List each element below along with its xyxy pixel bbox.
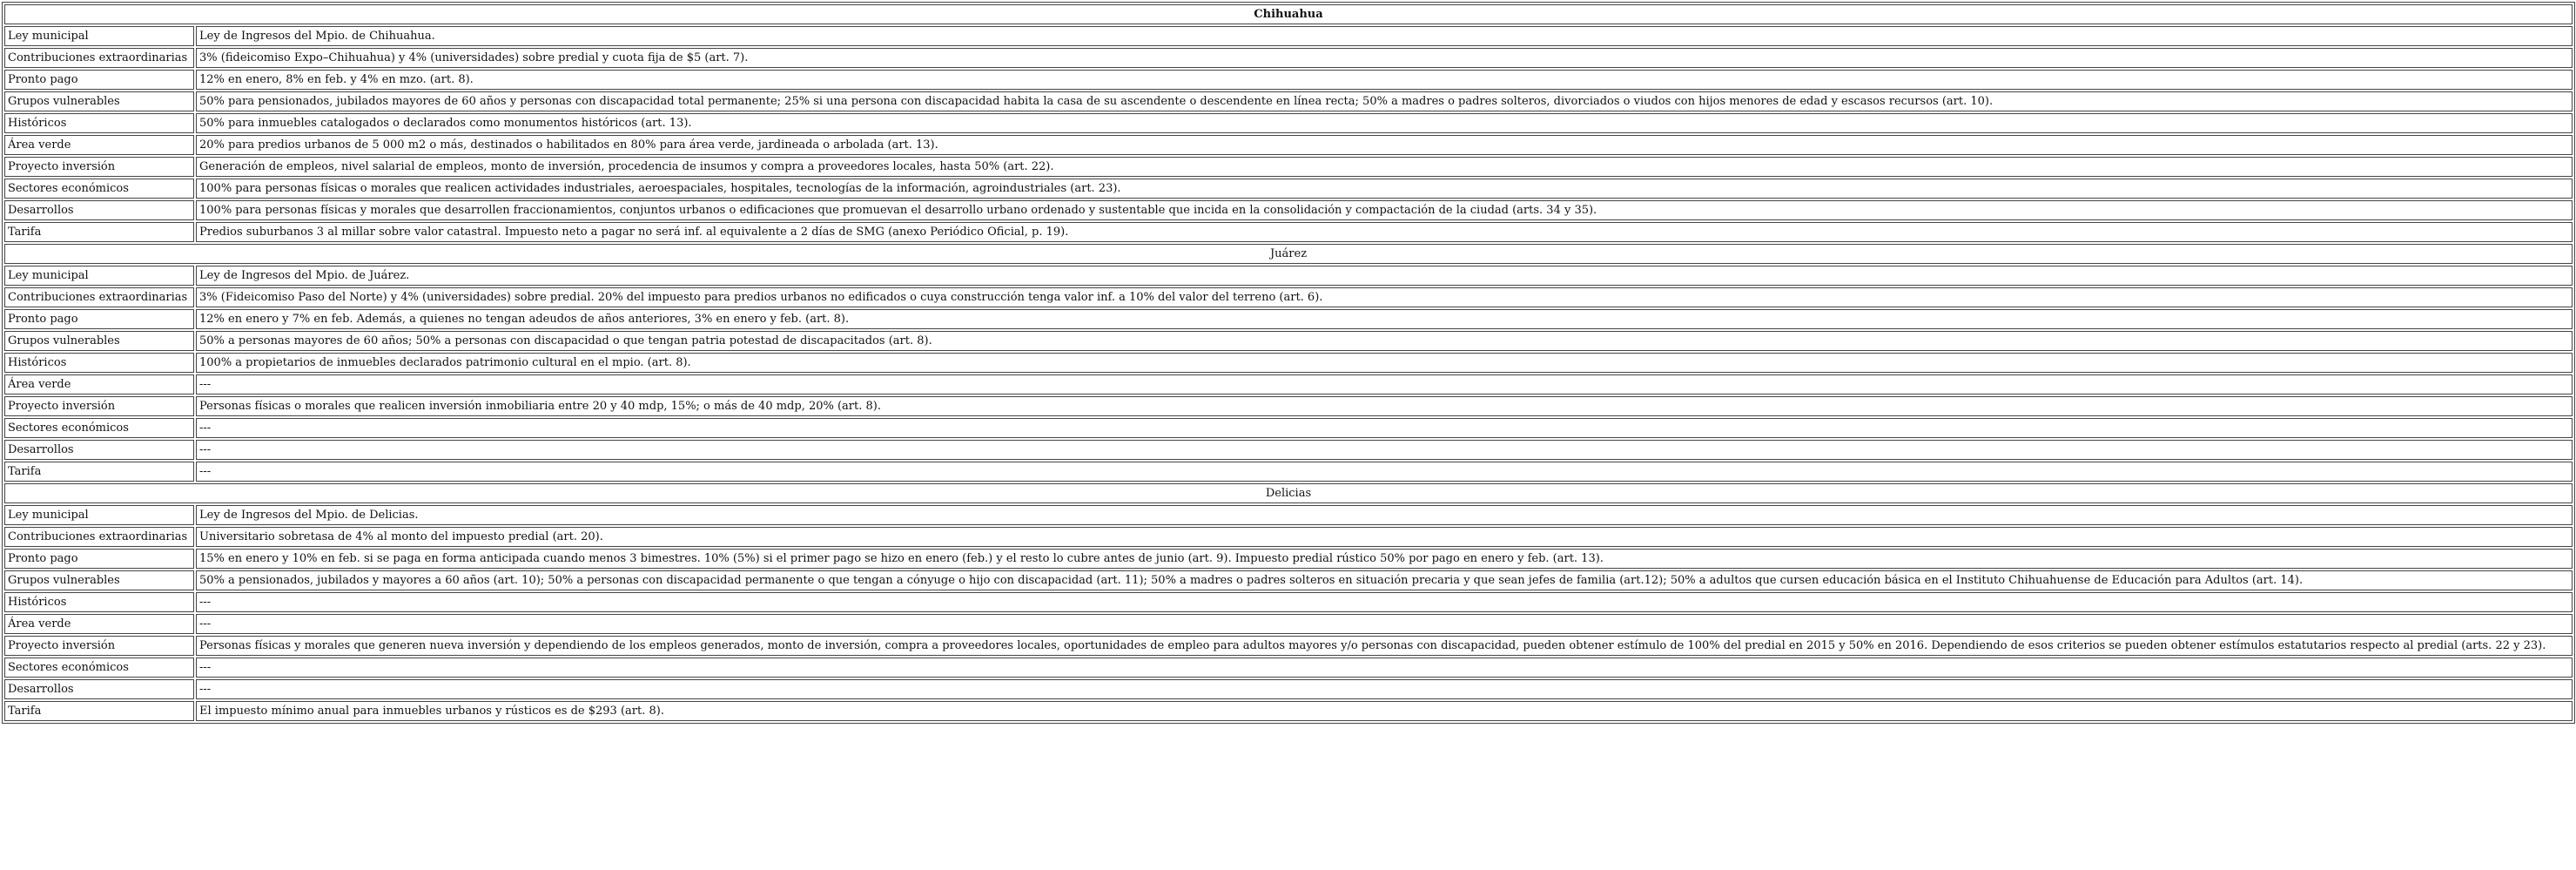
municipal-tax-table <box>2 2 2575 724</box>
row-value: --- <box>196 418 2573 438</box>
row-label: Proyecto inversión <box>4 636 194 656</box>
section-header-row <box>4 483 2573 503</box>
table-row <box>4 26 2573 46</box>
row-label: Sectores económicos <box>4 179 194 199</box>
row-value: Personas físicas y morales que generen nueva inversión y dependiendo de los empleos generados, monto de inversión, compra a proveedores locales, oportunidades de empleo para adultos mayores y/o personas con discapacidad, pueden obtener estímulo de 100% del predial en 2015 y 50% en 2016. Dependiendo de esos criterios se pueden obtener estímulos estatutarios respecto al predial (arts. 22 y 23). <box>196 636 2573 656</box>
row-value: 12% en enero, 8% en feb. y 4% en mzo. (art. 8). <box>196 70 2573 90</box>
row-label: Área verde <box>4 135 194 155</box>
row-value: 15% en enero y 10% en feb. si se paga en forma anticipada cuando menos 3 bimestres. 10% (5%) si el primer pago se hizo en enero (feb.) y el resto lo cubre antes de junio (art. 9). Impuesto predial rústico 50% por pago en enero y feb. (art. 13). <box>196 549 2573 569</box>
row-value: Generación de empleos, nivel salarial de empleos, monto de inversión, procedencia de insumos y compra a proveedores locales, hasta 50% (art. 22). <box>196 157 2573 177</box>
row-value: 12% en enero y 7% en feb. Además, a quienes no tengan adeudos de años anteriores, 3% en enero y feb. (art. 8). <box>196 309 2573 329</box>
row-value: 50% a personas mayores de 60 años; 50% a personas con discapacidad o que tengan patria potestad de discapacitados (art. 8). <box>196 331 2573 351</box>
row-label: Contribuciones extraordinarias <box>4 527 194 547</box>
row-label: Área verde <box>4 614 194 634</box>
row-label: Proyecto inversión <box>4 157 194 177</box>
table-row <box>4 200 2573 220</box>
row-label: Contribuciones extraordinarias <box>4 287 194 307</box>
row-label: Área verde <box>4 374 194 395</box>
row-label: Grupos vulnerables <box>4 570 194 590</box>
table-row <box>4 91 2573 111</box>
table-body <box>4 4 2573 721</box>
row-label: Desarrollos <box>4 679 194 699</box>
table-row <box>4 287 2573 307</box>
row-value: --- <box>196 679 2573 699</box>
row-value: 50% para pensionados, jubilados mayores de 60 años y personas con discapacidad total permanente; 25% si una persona con discapacidad habita la casa de su ascendente o descendente en línea recta; 50% a madres o padres solteros, divorciados o viudos con hijos menores de edad y escasos recursos (art. 10). <box>196 91 2573 111</box>
table-row <box>4 614 2573 634</box>
table-row <box>4 462 2573 482</box>
row-label: Tarifa <box>4 222 194 242</box>
row-value: 20% para predios urbanos de 5 000 m2 o más, destinados o habilitados en 80% para área verde, jardineada o arbolada (art. 13). <box>196 135 2573 155</box>
row-value: 100% a propietarios de inmuebles declarados patrimonio cultural en el mpio. (art. 8). <box>196 353 2573 373</box>
table-row <box>4 396 2573 416</box>
table-row <box>4 48 2573 68</box>
section-title: Delicias <box>4 483 2573 503</box>
table-row <box>4 701 2573 721</box>
row-label: Desarrollos <box>4 200 194 220</box>
row-value: 50% a pensionados, jubilados y mayores a 60 años (art. 10); 50% a personas con discapacidad permanente o que tengan a cónyuge o hijo con discapacidad (art. 11); 50% a madres o padres solteros en situación precaria y que sean jefes de familia (art.12); 50% a adultos que cursen educación básica en el Instituto Chihuahuense de Educación para Adultos (art. 14). <box>196 570 2573 590</box>
table-row <box>4 179 2573 199</box>
table-row <box>4 113 2573 133</box>
row-value: Ley de Ingresos del Mpio. de Delicias. <box>196 505 2573 525</box>
table-row <box>4 527 2573 547</box>
row-label: Ley municipal <box>4 26 194 46</box>
table-row <box>4 266 2573 286</box>
section-title: Chihuahua <box>4 4 2573 24</box>
row-value: --- <box>196 462 2573 482</box>
table-row <box>4 679 2573 699</box>
row-value: Universitario sobretasa de 4% al monto del impuesto predial (art. 20). <box>196 527 2573 547</box>
table-row <box>4 374 2573 395</box>
section-header-row <box>4 4 2573 24</box>
row-value: 3% (Fideicomiso Paso del Norte) y 4% (universidades) sobre predial. 20% del impuesto para predios urbanos no edificados o cuya construcción tenga valor inf. a 10% del valor del terreno (art. 6). <box>196 287 2573 307</box>
row-value: 100% para personas físicas o morales que realicen actividades industriales, aeroespaciales, hospitales, tecnologías de la información, agroindustriales (art. 23). <box>196 179 2573 199</box>
document-page <box>2 2 2575 724</box>
table-row <box>4 353 2573 373</box>
row-label: Tarifa <box>4 701 194 721</box>
table-row <box>4 135 2573 155</box>
row-value: Ley de Ingresos del Mpio. de Juárez. <box>196 266 2573 286</box>
row-label: Históricos <box>4 592 194 612</box>
table-row <box>4 70 2573 90</box>
table-row <box>4 309 2573 329</box>
row-label: Desarrollos <box>4 440 194 460</box>
row-value: --- <box>196 614 2573 634</box>
row-value: Personas físicas o morales que realicen inversión inmobiliaria entre 20 y 40 mdp, 15%; o más de 40 mdp, 20% (art. 8). <box>196 396 2573 416</box>
row-value: 50% para inmuebles catalogados o declarados como monumentos históricos (art. 13). <box>196 113 2573 133</box>
table-row <box>4 157 2573 177</box>
row-value: 3% (fideicomiso Expo–Chihuahua) y 4% (universidades) sobre predial y cuota fija de $5 (art. 7). <box>196 48 2573 68</box>
row-label: Sectores económicos <box>4 418 194 438</box>
section-title: Juárez <box>4 244 2573 264</box>
row-value: --- <box>196 658 2573 678</box>
table-row <box>4 592 2573 612</box>
row-label: Pronto pago <box>4 309 194 329</box>
table-row <box>4 440 2573 460</box>
row-label: Contribuciones extraordinarias <box>4 48 194 68</box>
row-label: Históricos <box>4 353 194 373</box>
table-row <box>4 549 2573 569</box>
table-row <box>4 418 2573 438</box>
table-row <box>4 570 2573 590</box>
table-row <box>4 658 2573 678</box>
row-label: Tarifa <box>4 462 194 482</box>
row-label: Grupos vulnerables <box>4 91 194 111</box>
row-value: El impuesto mínimo anual para inmuebles urbanos y rústicos es de $293 (art. 8). <box>196 701 2573 721</box>
row-value: --- <box>196 440 2573 460</box>
row-label: Sectores económicos <box>4 658 194 678</box>
table-row <box>4 505 2573 525</box>
section-header-row <box>4 244 2573 264</box>
row-label: Grupos vulnerables <box>4 331 194 351</box>
row-label: Pronto pago <box>4 70 194 90</box>
row-label: Proyecto inversión <box>4 396 194 416</box>
row-value: Ley de Ingresos del Mpio. de Chihuahua. <box>196 26 2573 46</box>
row-label: Históricos <box>4 113 194 133</box>
row-value: Predios suburbanos 3 al millar sobre valor catastral. Impuesto neto a pagar no será inf. al equivalente a 2 días de SMG (anexo Periódico Oficial, p. 19). <box>196 222 2573 242</box>
row-value: --- <box>196 592 2573 612</box>
row-label: Pronto pago <box>4 549 194 569</box>
table-row <box>4 222 2573 242</box>
row-label: Ley municipal <box>4 505 194 525</box>
row-value: 100% para personas físicas y morales que desarrollen fraccionamientos, conjuntos urbanos o edificaciones que promuevan el desarrollo urbano ordenado y sustentable que incida en la consolidación y compactación de la ciudad (arts. 34 y 35). <box>196 200 2573 220</box>
table-row <box>4 331 2573 351</box>
row-label: Ley municipal <box>4 266 194 286</box>
row-value: --- <box>196 374 2573 395</box>
table-row <box>4 636 2573 656</box>
